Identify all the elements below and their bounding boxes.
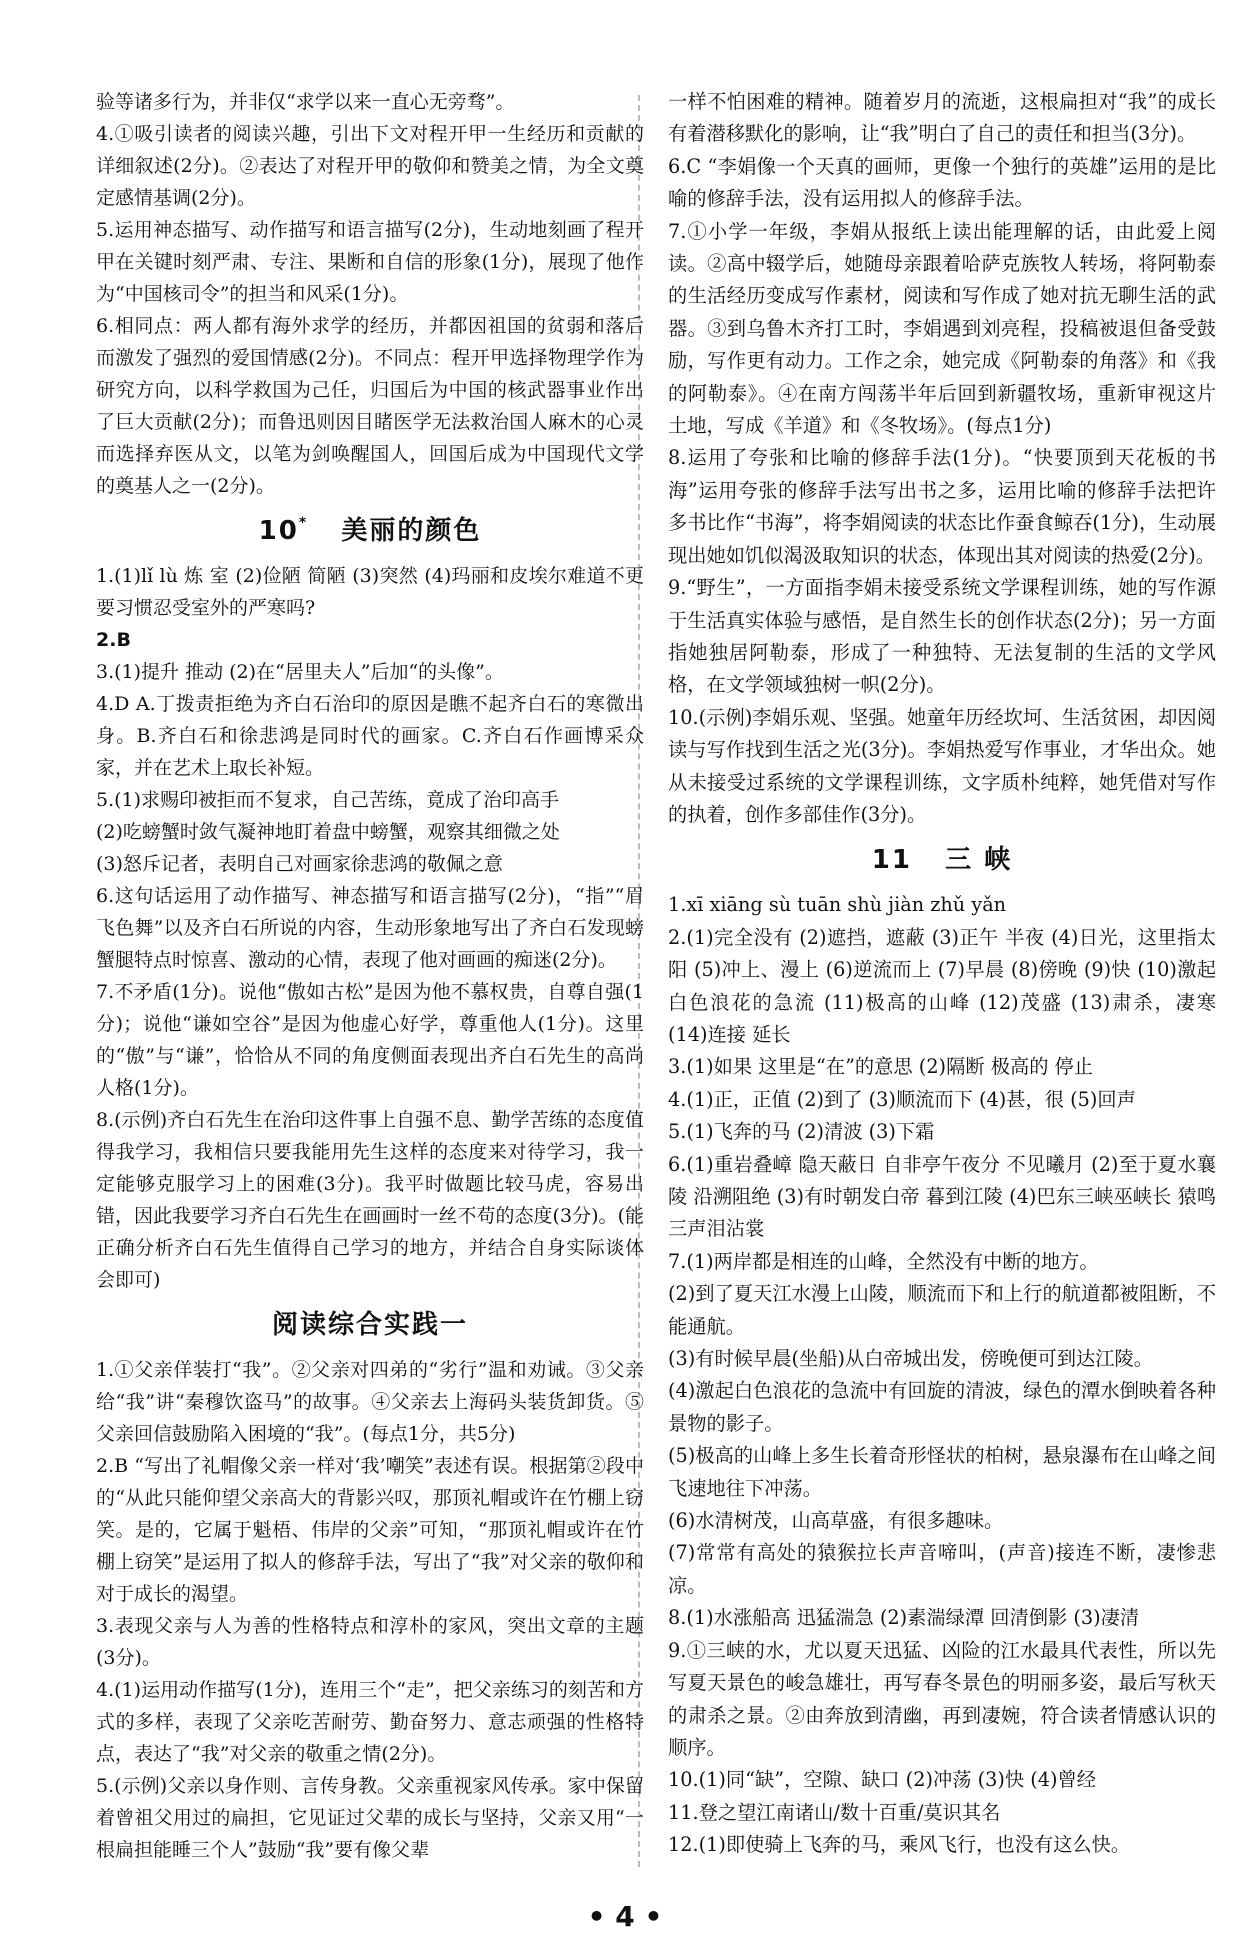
answer-paragraph: 2.(1)完全没有 (2)遮挡，遮蔽 (3)正午 半夜 (4)日光，这里指太阳 (5)冲上、漫上 (6)逆流而上 (7)早晨 (8)傍晚 (9)快 (10)激起白色浪花的急流 (11)极高的山峰 (12)茂盛 (13)肃杀，凄寒 (14)连接 延长 [668, 925, 1216, 1046]
section-number: 11 [871, 845, 912, 876]
right-column [668, 86, 1216, 1862]
answer-paragraph: 一样不怕困难的精神。随着岁月的流逝，这根扁担对“我”的成长有着潜移默化的影响，让“我”明白了自己的责任和担当(3分)。 [668, 90, 1216, 146]
answer-paragraph: 2.B “写出了礼帽像父亲一样对‘我’嘲笑”表述有误。根据第②段中的“从此只能仰望父亲高大的背影兴叹，那顶礼帽或许在竹棚上窃笑。是的，它属于魁梧、伟岸的父亲”可知，“那顶礼帽或许在竹棚上窃笑”是运用了拟人的修辞手法，写出了“我”对父亲的敬仰和对于成长的渴望。 [96, 1455, 644, 1605]
answer-paragraph: 10.(1)同“缺”，空隙、缺口 (2)冲荡 (3)快 (4)曾经 [668, 1768, 1096, 1792]
answer-paragraph: 验等诸多行为，并非仅“求学以来一直心无旁骛”。 [96, 91, 515, 113]
answer-paragraph: (7)常常有高处的猿猴拉长声音啼叫，(声音)接连不断，凄惨悲凉。 [668, 1541, 1216, 1597]
page-number-value: 4 [615, 1900, 635, 1933]
answer-paragraph: 6.C “李娟像一个天真的画师，更像一个独行的英雄”运用的是比喻的修辞手法，没有运用拟人的修辞手法。 [668, 154, 1216, 211]
answer-paragraph: (3)怒斥记者，表明自己对画家徐悲鸿的敬佩之意 [96, 853, 503, 875]
answer-paragraph: (4)激起白色浪花的急流中有回旋的清波，绿色的潭水倒映着各种景物的影子。 [668, 1379, 1216, 1435]
answer-paragraph: (5)极高的山峰上多生长着奇形怪状的柏树，悬泉瀑布在山峰之间飞速地往下冲荡。 [668, 1444, 1216, 1500]
page-number: • 4 • [587, 1900, 663, 1933]
answer-paragraph: 7.①小学一年级，李娟从报纸上读出能理解的话，由此爱上阅读。②高中辍学后，她随母亲跟着哈萨克族牧人转场，将阿勒泰的生活经历变成写作素材，阅读和写作成了她对抗无聊生活的武器。③到乌鲁木齐打工时，李娟遇到刘亮程，投稿被退但备受鼓励，写作更有动力。工作之余，她完成《阿勒泰的角落》和《我的阿勒泰》。④在南方闯荡半年后回到新疆牧场，重新审视这片土地，写成《羊道》和《冬牧场》。(每点1分) [668, 219, 1216, 438]
answer-paragraph: 4.(1)运用动作描写(1分)，连用三个“走”，把父亲练习的刻苦和方式的多样，表现了父亲吃苦耐劳、勤奋努力、意志顽强的性格特点，表达了“我”对父亲的敬重之情(2分)。 [96, 1679, 644, 1765]
section-number: 10 [258, 516, 299, 546]
answer-paragraph: (3)有时候早晨(坐船)从白帝城出发，傍晚便可到达江陵。 [668, 1347, 1154, 1371]
answer-paragraph: 1.①父亲佯装打“我”。②父亲对四弟的“劣行”温和劝诫。③父亲给“我”讲“秦穆饮盗马”的故事。④父亲去上海码头装货卸货。⑤父亲回信鼓励陷入困境的“我”。(每点1分，共5分) [96, 1359, 644, 1445]
answer-paragraph: 10.(示例)李娟乐观、坚强。她童年历经坎坷、生活贫困，却因阅读与写作找到生活之光(3分)。李娟热爱写作事业，才华出众。她从未接受过系统的文学课程训练，文字质朴纯粹，她凭借对写作的执着，创作多部佳作(3分)。 [668, 705, 1216, 826]
section-mark: * [298, 515, 309, 531]
answer-paragraph: 2.B [96, 629, 131, 651]
answer-paragraph: 7.不矛盾(1分)。说他“傲如古松”是因为他不慕权贵，自尊自强(1分)；说他“谦如空谷”是因为他虚心好学，尊重他人(1分)。这里的“傲”与“谦”，恰恰从不同的角度侧面表现出齐白石先生的高尚人格(1分)。 [96, 981, 644, 1099]
section-heading-11 [668, 831, 1216, 889]
answer-paragraph: 8.(示例)齐白石先生在治印这件事上自强不息、勤学苦练的态度值得我学习，我相信只要我能用先生这样的态度来对待学习，我一定能够克服学习上的困难(3分)。我平时做题比较马虎，容易出错，因此我要学习齐白石先生在画画时一丝不苟的态度(3分)。(能正确分析齐白石先生值得自己学习的地方，并结合自身实际谈体会即可) [96, 1109, 644, 1291]
answer-paragraph: 7.(1)两岸都是相连的山峰，全然没有中断的地方。 [668, 1249, 1099, 1273]
answer-paragraph: 3.(1)如果 这里是“在”的意思 (2)隔断 极高的 停止 [668, 1055, 1094, 1079]
answer-paragraph: 3.表现父亲与人为善的性格特点和淳朴的家风，突出文章的主题(3分)。 [96, 1615, 644, 1669]
answer-paragraph: 6.这句话运用了动作描写、神态描写和语言描写(2分)，“指”“眉飞色舞”以及齐白石所说的内容，生动形象地写出了齐白石发现螃蟹腿特点时惊喜、激动的心情，表现了他对画画的痴迷(2分)。 [96, 885, 644, 971]
answer-paragraph: 5.(示例)父亲以身作则、言传身教。父亲重视家风传承。家中保留着曾祖父用过的扁担，它见证过父辈的成长与坚持，父亲又用“一根扁担能睡三个人”鼓励“我”要有像父辈 [96, 1775, 644, 1861]
section-heading-10 [96, 502, 644, 560]
answer-paragraph: 1.xī xiāng sù tuān shù jiàn zhǔ yǎn [668, 893, 1007, 917]
answer-paragraph: 4.(1)正，正值 (2)到了 (3)顺流而下 (4)甚，很 (5)回声 [668, 1087, 1136, 1111]
answer-paragraph: 6.(1)重岩叠嶂 隐天蔽日 自非亭午夜分 不见曦月 (2)至于夏水襄陵 沿溯阻绝 (3)有时朝发白帝 暮到江陵 (4)巴东三峡巫峡长 猿鸣三声泪沾裳 [668, 1152, 1216, 1241]
answer-paragraph: 12.(1)即使骑上飞奔的马，乘风飞行，也没有这么快。 [668, 1833, 1131, 1857]
left-column [96, 86, 644, 1866]
answer-paragraph: (2)到了夏天江水漫上山陵，顺流而下和上行的航道都被阻断，不能通航。 [668, 1282, 1216, 1338]
answer-paragraph: 4.D A.丁拨责拒绝为齐白石治印的原因是瞧不起齐白石的寒微出身。B.齐白石和徐悲鸿是同时代的画家。C.齐白石作画博采众家，并在艺术上取长补短。 [96, 693, 644, 779]
section-title: 三 峡 [945, 845, 1013, 876]
answer-paragraph: 9.“野生”，一方面指李娟未接受系统文学课程训练，她的写作源于生活真实体验与感悟，是自然生长的创作状态(2分)；另一方面指她独居阿勒泰，形成了一种独特、无法复制的生活的文学风格，在文学领域独树一帜(2分)。 [668, 576, 1216, 697]
answer-paragraph: 3.(1)提升 推动 (2)在“居里夫人”后加“的头像”。 [96, 661, 504, 683]
answer-paragraph: (6)水清树茂，山高草盛，有很多趣味。 [668, 1509, 1004, 1533]
section-heading-reading: 阅读综合实践一 [271, 1310, 468, 1340]
answer-paragraph: 5.运用神态描写、动作描写和语言描写(2分)，生动地刻画了程开甲在关键时刻严肃、专注、果断和自信的形象(1分)，展现了他作为“中国核司令”的担当和风采(1分)。 [96, 219, 644, 305]
answer-paragraph: 5.(1)求赐印被拒而不复求，自己苦练，竟成了治印高手 [96, 789, 560, 811]
answer-paragraph: (2)吃螃蟹时敛气凝神地盯着盘中螃蟹，观察其细微之处 [96, 821, 560, 843]
answer-paragraph: 11.登之望江南诸山/数十百重/莫识其名 [668, 1800, 1001, 1824]
answer-paragraph: 1.(1)lǐ lù 炼 室 (2)俭陋 简陋 (3)突然 (4)玛丽和皮埃尔难道不更要习惯忍受室外的严寒吗? [96, 565, 644, 619]
answer-paragraph: 8.(1)水涨船高 迅猛湍急 (2)素湍绿潭 回清倒影 (3)凄清 [668, 1606, 1140, 1630]
answer-paragraph: 9.①三峡的水，尤以夏天迅猛、凶险的江水最具代表性，所以先写夏天景色的峻急雄壮，再写春冬景色的明丽多姿，最后写秋天的肃杀之景。②由奔放到清幽，再到凄婉，符合读者情感认识的顺序。 [668, 1638, 1216, 1759]
answer-paragraph: 8.运用了夸张和比喻的修辞手法(1分)。“快要顶到天花板的书海”运用夸张的修辞手法写出书之多，运用比喻的修辞手法把许多书比作“书海”，将李娟阅读的状态比作蚕食鲸吞(1分)，生动展现出她如饥似渴汲取知识的状态，体现出其对阅读的热爱(2分)。 [668, 446, 1216, 567]
answer-paragraph: 4.①吸引读者的阅读兴趣，引出下文对程开甲一生经历和贡献的详细叙述(2分)。②表达了对程开甲的敬仰和赞美之情，为全文奠定感情基调(2分)。 [96, 123, 644, 209]
answer-paragraph: 6.相同点：两人都有海外求学的经历，并都因祖国的贫弱和落后而激发了强烈的爱国情感(2分)。不同点：程开甲选择物理学作为研究方向，以科学救国为己任，归国后为中国的核武器事业作出了巨大贡献(2分)；而鲁迅则因目睹医学无法救治国人麻木的心灵而选择弃医从文，以笔为剑唤醒国人，回国后成为中国现代文学的奠基人之一(2分)。 [96, 315, 644, 497]
answer-paragraph: 5.(1)飞奔的马 (2)清波 (3)下霜 [668, 1120, 935, 1144]
section-title: 美丽的颜色 [341, 516, 482, 546]
